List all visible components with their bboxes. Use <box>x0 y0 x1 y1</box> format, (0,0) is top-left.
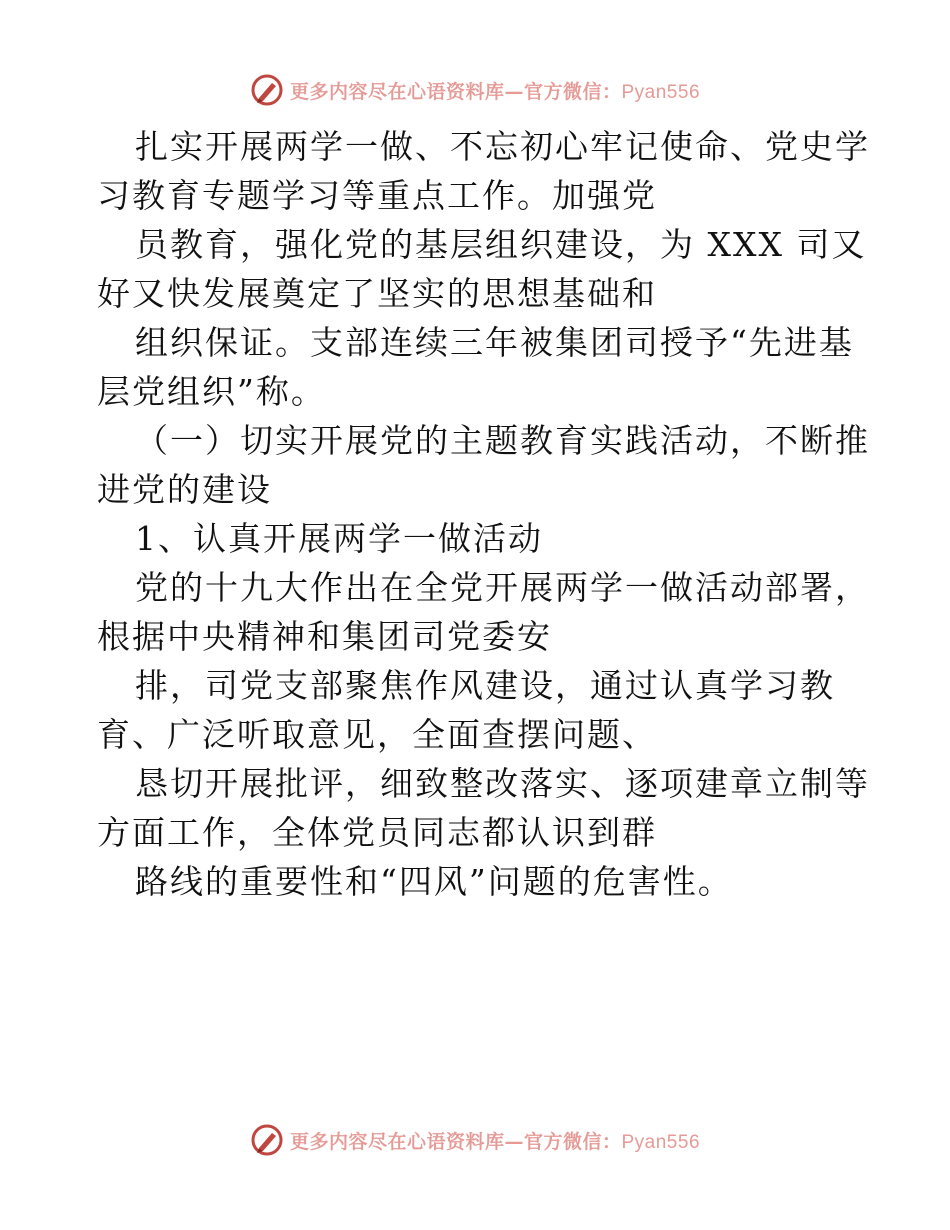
text-line: 排，司党支部聚焦作风建设，通过认真学习教 <box>135 666 835 705</box>
pen-logo-icon <box>250 73 284 107</box>
pen-logo-icon <box>250 1123 284 1157</box>
text-line: 好又快发展奠定了坚实的思想基础和 <box>97 274 657 313</box>
watermark-text: 更多内容尽在心语资料库—官方微信：Pyan556 <box>289 80 701 103</box>
text-line: 路线的重要性和“四风”问题的危害性。 <box>135 862 733 901</box>
text-line: 根据中央精神和集团司党委安 <box>97 617 552 656</box>
text-line: 层党组织”称。 <box>97 372 326 411</box>
text-line: 组织保证。支部连续三年被集团司授予“先进基 <box>135 323 854 362</box>
watermark-footer <box>0 1120 950 1160</box>
text-line: 1、认真开展两学一做活动 <box>135 519 543 558</box>
text-line: 育、广泛听取意见，全面查摆问题、 <box>97 715 657 754</box>
text-line: 进党的建设 <box>97 470 272 509</box>
text-line: 扎实开展两学一做、不忘初心牢记使命、党史学 <box>135 127 870 166</box>
text-line: 习教育专题学习等重点工作。加强党 <box>97 176 657 215</box>
text-line: 员教育，强化党的基层组织建设，为 XXX 司又 <box>135 225 867 264</box>
text-line: 恳切开展批评，细致整改落实、逐项建章立制等 <box>135 764 870 803</box>
watermark-text: 更多内容尽在心语资料库—官方微信：Pyan556 <box>289 1130 701 1153</box>
text-line: （一）切实开展党的主题教育实践活动，不断推 <box>135 421 870 460</box>
text-line: 方面工作，全体党员同志都认识到群 <box>97 813 657 852</box>
document-body <box>97 122 870 906</box>
watermark-header <box>0 70 950 110</box>
text-line: 党的十九大作出在全党开展两学一做活动部署， <box>135 568 870 607</box>
